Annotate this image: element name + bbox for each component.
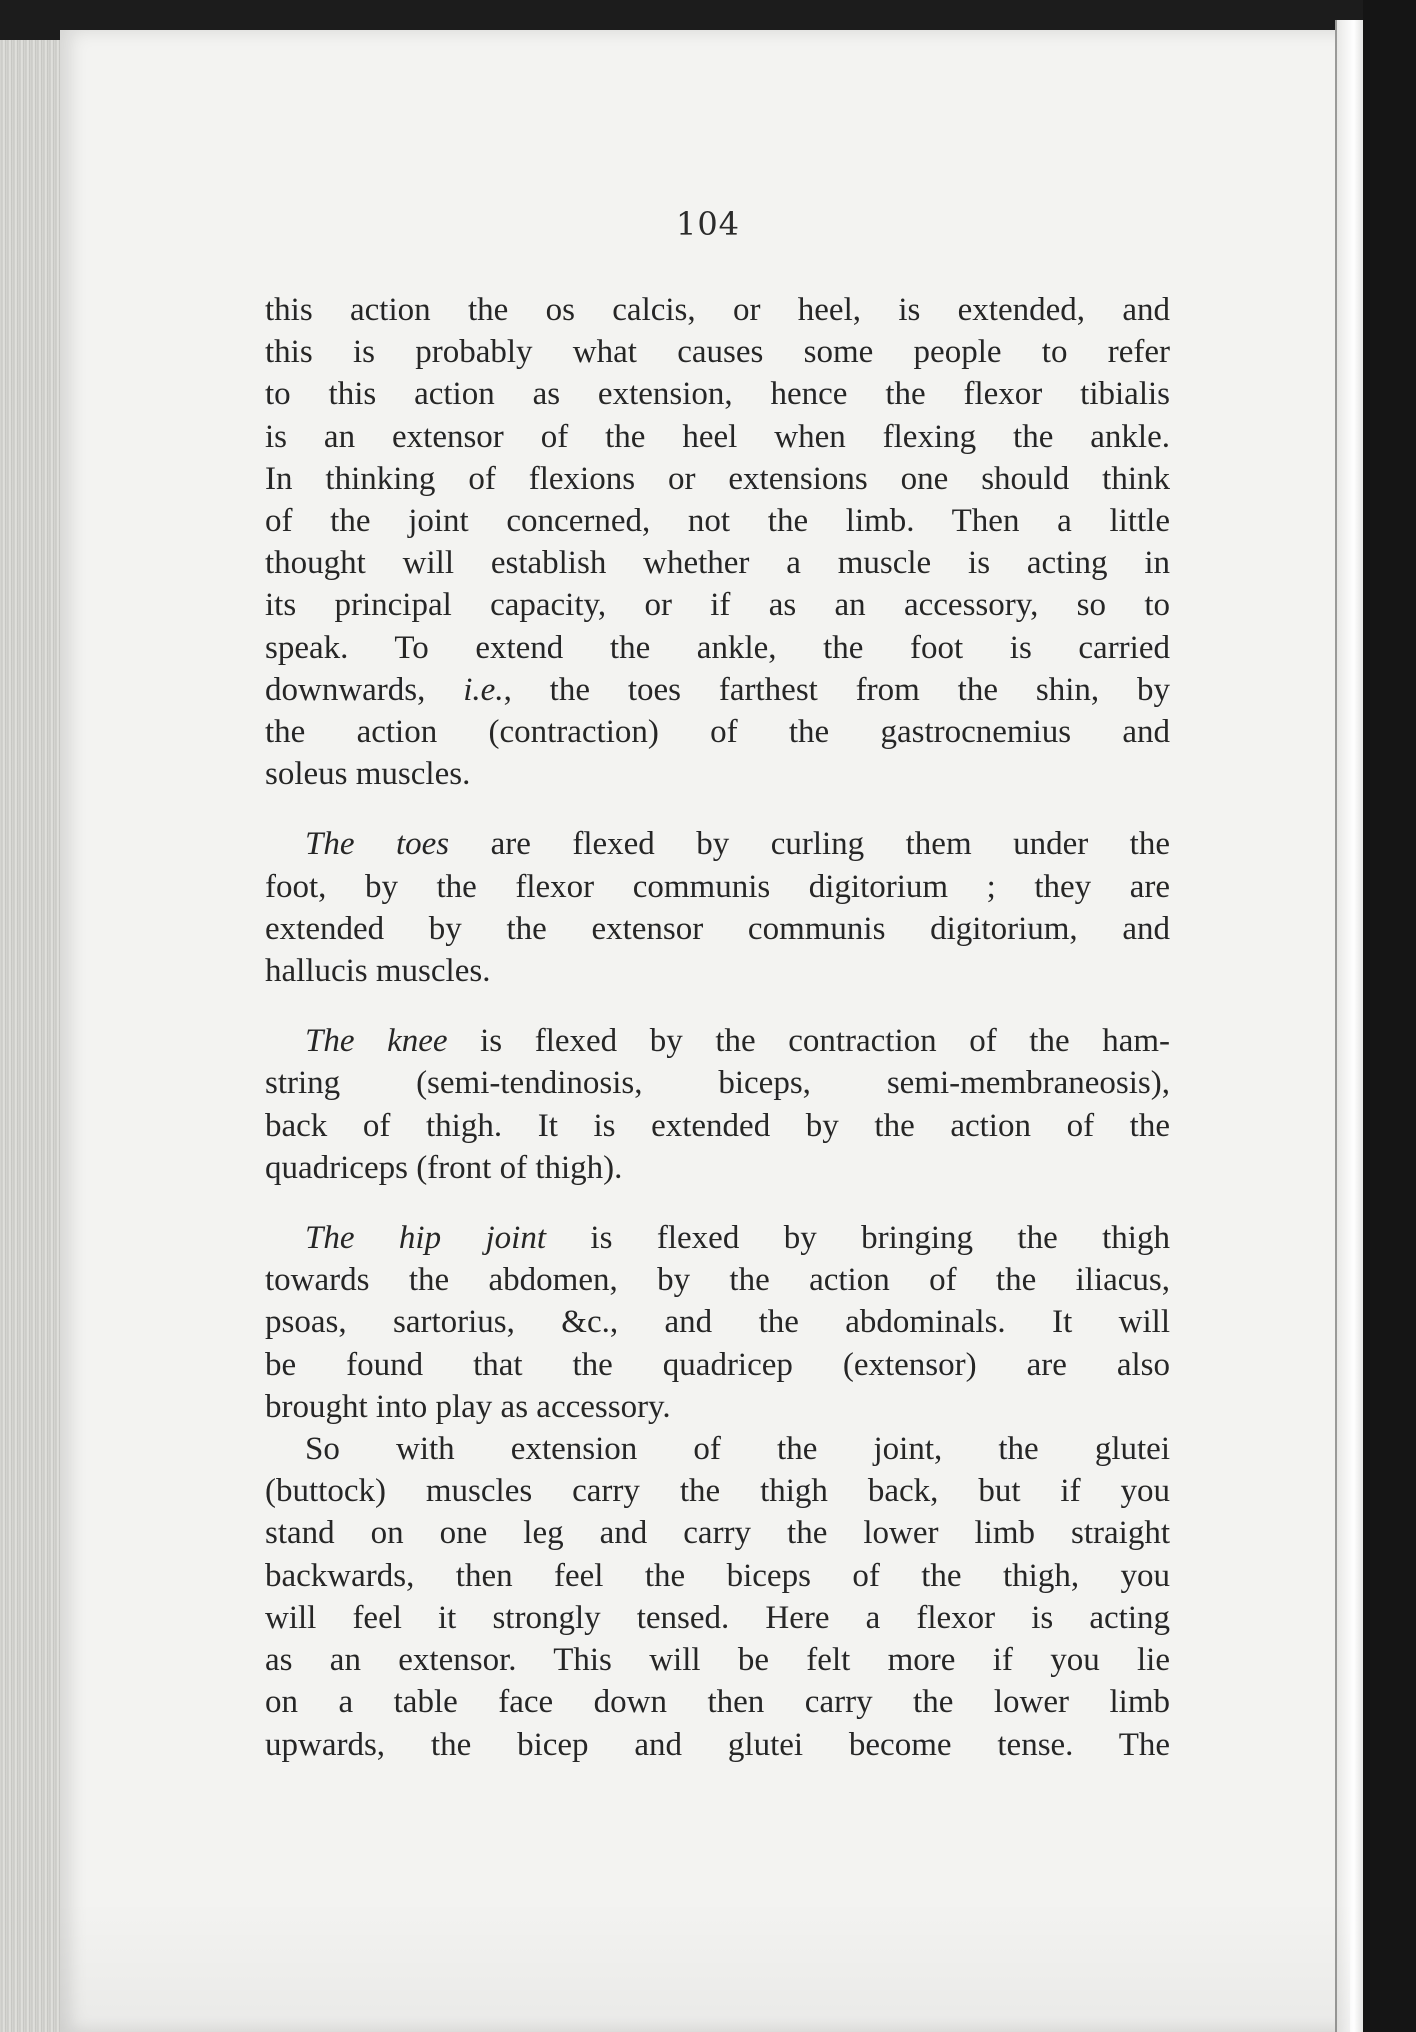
text-line: foot, by the flexor communis digitorium ; they are xyxy=(265,868,1170,905)
text-line: string (semi-tendinosis, biceps, semi-membraneosis), xyxy=(265,1065,1170,1102)
text-line: stand on one leg and carry the lower limb straight xyxy=(265,1515,1170,1552)
text-line: So with extension of the joint, the glutei xyxy=(305,1431,1170,1468)
text-line: will feel it strongly tensed. Here a flexor is acting xyxy=(265,1599,1170,1636)
italic-heading: The hip joint xyxy=(305,1220,547,1257)
text-line: on a table face down then carry the lower limb xyxy=(265,1684,1170,1721)
text-line: back of thigh. It is extended by the action of the xyxy=(265,1107,1170,1144)
text-fragment: are flexed by curling them under the xyxy=(449,826,1170,863)
text-line: the action (contraction) of the gastrocnemius and xyxy=(265,714,1170,751)
paragraph-hip-joint xyxy=(265,1217,1170,1428)
next-page-edge xyxy=(1335,20,1365,2032)
body-text xyxy=(265,289,1170,1766)
paragraph-ankle-extension xyxy=(265,289,1170,795)
text-line xyxy=(265,823,1170,865)
text-line: its principal capacity, or if as an accessory, so to xyxy=(265,587,1170,624)
text-line: speak. To extend the ankle, the foot is carried xyxy=(265,629,1170,666)
italic-heading: The knee xyxy=(305,1023,448,1060)
page-shadow xyxy=(60,1900,1350,2032)
text-line: In thinking of flexions or extensions one should think xyxy=(265,460,1170,497)
text-line: (buttock) muscles carry the thigh back, but if you xyxy=(265,1473,1170,1510)
italic-heading: The toes xyxy=(305,826,450,863)
text-line: to this action as extension, hence the flexor tibialis xyxy=(265,376,1170,413)
text-line: be found that the quadricep (extensor) are also xyxy=(265,1346,1170,1383)
page-number: 104 xyxy=(675,205,741,243)
paragraph-toes xyxy=(265,823,1170,992)
text-fragment: downwards, xyxy=(265,671,464,708)
text-line xyxy=(265,1020,1170,1062)
text-line: of the joint concerned, not the limb. Then a little xyxy=(265,503,1170,540)
italic-abbreviation: i.e. xyxy=(463,671,504,708)
paragraph-hip-extension xyxy=(265,1428,1170,1766)
text-fragment: , the toes farthest from the shin, by xyxy=(503,671,1170,708)
scanner-background xyxy=(1363,0,1416,2032)
text-line: thought will establish whether a muscle is acting in xyxy=(265,545,1170,582)
text-line: this action the os calcis, or heel, is extended, and xyxy=(265,292,1170,328)
text-line: towards the abdomen, by the action of the iliacus, xyxy=(265,1262,1170,1299)
text-line: psoas, sartorius, &c., and the abdominals. It will xyxy=(265,1304,1170,1341)
text-line: quadriceps (front of thigh). xyxy=(265,1149,623,1186)
text-line: soleus muscles. xyxy=(265,756,471,793)
text-line: extended by the extensor communis digitorium, and xyxy=(265,910,1170,947)
paragraph-knee xyxy=(265,1020,1170,1189)
text-line: backwards, then feel the biceps of the thigh, you xyxy=(265,1557,1170,1594)
text-line xyxy=(265,669,1170,711)
text-line xyxy=(265,1217,1170,1259)
text-fragment: is flexed by the contraction of the ham- xyxy=(447,1023,1170,1060)
text-line: this is probably what causes some people to refer xyxy=(265,334,1170,371)
text-line: as an extensor. This will be felt more if you lie xyxy=(265,1642,1170,1679)
text-line: brought into play as accessory. xyxy=(265,1388,671,1425)
text-line: hallucis muscles. xyxy=(265,953,491,990)
text-line: is an extensor of the heel when flexing the ankle. xyxy=(265,418,1170,455)
text-fragment: is flexed by bringing the thigh xyxy=(546,1220,1170,1257)
text-line: upwards, the bicep and glutei become tense. The xyxy=(265,1726,1170,1763)
